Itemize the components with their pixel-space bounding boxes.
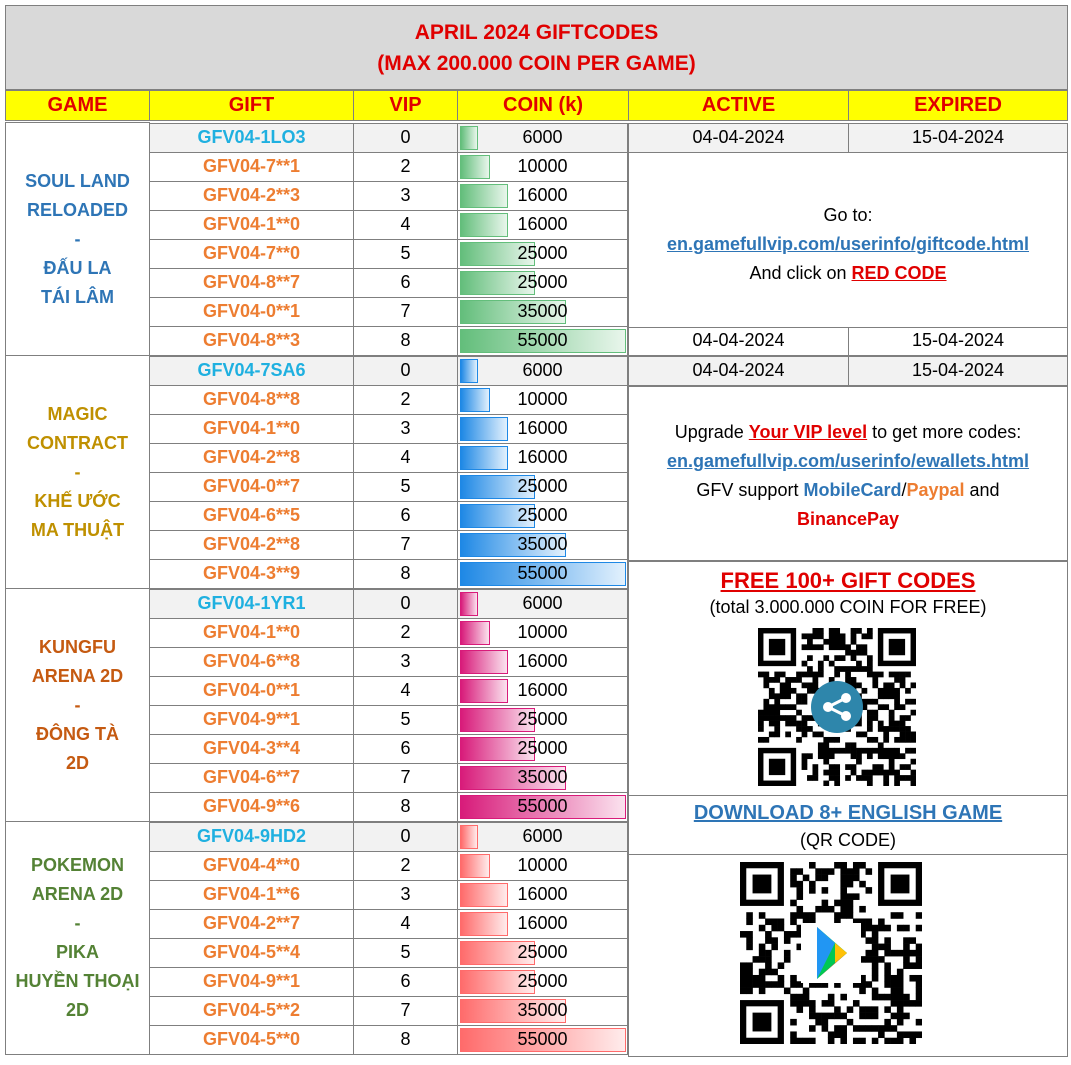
game-name-line: HUYỀN THOẠI: [15, 971, 140, 991]
and-label: and: [964, 480, 1000, 500]
gift-code-cell[interactable]: GFV04-2**7: [149, 909, 354, 939]
header-game: GAME: [5, 90, 150, 121]
coin-cell: [457, 268, 628, 298]
support-prefix: GFV support: [696, 480, 804, 500]
coin-value: 16000: [517, 680, 568, 700]
coin-value: 25000: [517, 243, 568, 263]
gift-code-cell[interactable]: GFV04-6**5: [149, 501, 354, 531]
coin-value: 55000: [517, 330, 568, 350]
upgrade-prefix: Upgrade: [674, 422, 749, 442]
vip-level-cell: 0: [353, 356, 458, 386]
vip-level-cell: 6: [353, 734, 458, 764]
gift-code-cell[interactable]: GFV04-2**8: [149, 530, 354, 560]
vip-level-cell: 0: [353, 589, 458, 619]
active-date-cell: 04-04-2024: [628, 123, 849, 153]
coin-cell: [457, 123, 628, 153]
vip-level-cell: 5: [353, 239, 458, 269]
gift-code-cell[interactable]: GFV04-3**9: [149, 559, 354, 589]
gift-code-cell[interactable]: GFV04-0**7: [149, 472, 354, 502]
coin-cell: [457, 385, 628, 415]
gift-code-cell[interactable]: GFV04-1**0: [149, 210, 354, 240]
gift-code-cell[interactable]: GFV04-7SA6: [149, 356, 354, 386]
gift-code-cell[interactable]: GFV04-8**7: [149, 268, 354, 298]
game-name-line: POKEMON: [30, 855, 124, 875]
title-line-2: (MAX 200.000 COIN PER GAME): [377, 52, 696, 75]
vip-level-cell: 5: [353, 472, 458, 502]
free-giftcodes-title[interactable]: FREE 100+ GIFT CODES: [720, 568, 976, 593]
giftcode-page-link[interactable]: en.gamefullvip.com/userinfo/giftcode.html: [666, 234, 1030, 254]
coin-cell: [457, 909, 628, 939]
game-name-line: MAGIC: [47, 403, 108, 424]
game-name-line: ARENA 2D: [31, 665, 124, 686]
coin-value: 55000: [517, 796, 568, 816]
game-name-line: 2D: [65, 752, 89, 773]
coin-cell: [457, 443, 628, 473]
giftcode-instructions-panel: [628, 152, 1068, 328]
coin-cell: [457, 414, 628, 444]
expired-date-cell: 15-04-2024: [848, 123, 1068, 153]
game-name-line: -: [74, 913, 81, 933]
coin-value: 25000: [517, 272, 568, 292]
coin-cell: [457, 705, 628, 735]
coin-cell: [457, 647, 628, 677]
vip-level-cell: 2: [353, 385, 458, 415]
coin-cell: [457, 880, 628, 910]
vip-level-cell: 7: [353, 297, 458, 327]
expired-date-cell: 15-04-2024: [848, 326, 1068, 356]
gift-code-cell[interactable]: GFV04-7**1: [149, 152, 354, 182]
coin-value: 16000: [517, 185, 568, 205]
vip-level-cell: 4: [353, 909, 458, 939]
gift-code-cell[interactable]: GFV04-8**3: [149, 326, 354, 356]
header-coin: COIN (k): [457, 90, 629, 121]
paypal-label: Paypal: [906, 480, 965, 500]
coin-value: 6000: [522, 593, 563, 613]
gift-code-cell[interactable]: GFV04-5**4: [149, 938, 354, 968]
coin-cell: [457, 210, 628, 240]
mobilecard-label: MobileCard: [803, 480, 902, 500]
expired-date-cell: 15-04-2024: [848, 356, 1068, 386]
coin-cell: [457, 181, 628, 211]
header-expired: EXPIRED: [848, 90, 1068, 121]
free-giftcodes-qr-code[interactable]: [758, 628, 916, 786]
gift-code-cell[interactable]: GFV04-9HD2: [149, 822, 354, 852]
upgrade-suffix: to get more codes:: [867, 422, 1022, 442]
game-name-line: MA THUẬT: [30, 519, 125, 540]
game-name-line: -: [74, 694, 81, 715]
gift-code-cell[interactable]: GFV04-3**4: [149, 734, 354, 764]
game-name-cell: [5, 355, 150, 589]
red-code-link[interactable]: RED CODE: [851, 263, 947, 283]
gift-code-cell[interactable]: GFV04-0**1: [149, 297, 354, 327]
coin-value: 16000: [517, 214, 568, 234]
vip-level-cell: 5: [353, 938, 458, 968]
coin-cell: [457, 152, 628, 182]
vip-level-cell: 8: [353, 1025, 458, 1055]
game-name-line: ĐẤU LA: [43, 257, 112, 278]
vip-level-cell: 0: [353, 123, 458, 153]
vip-level-cell: 4: [353, 210, 458, 240]
vip-level-cell: 0: [353, 822, 458, 852]
vip-level-cell: 3: [353, 181, 458, 211]
game-name-line: CONTRACT: [27, 432, 128, 453]
vip-level-cell: 6: [353, 501, 458, 531]
gift-code-cell[interactable]: GFV04-9**1: [149, 705, 354, 735]
game-name-line: KHẾ ƯỚC: [34, 490, 121, 511]
vip-level-cell: 7: [353, 996, 458, 1026]
coin-value: 25000: [517, 971, 568, 991]
gift-code-cell[interactable]: GFV04-0**1: [149, 676, 354, 706]
coin-value: 16000: [517, 913, 568, 933]
vip-level-cell: 4: [353, 443, 458, 473]
coin-cell: [457, 530, 628, 560]
download-games-link[interactable]: DOWNLOAD 8+ ENGLISH GAME: [693, 802, 1003, 824]
coin-cell: [457, 589, 628, 619]
vip-level-cell: 2: [353, 618, 458, 648]
gift-code-cell[interactable]: GFV04-1**0: [149, 414, 354, 444]
gift-code-cell[interactable]: GFV04-1LO3: [149, 123, 354, 153]
coin-cell: [457, 1025, 628, 1055]
coin-cell: [457, 996, 628, 1026]
vip-level-cell: 5: [353, 705, 458, 735]
coin-value: 25000: [517, 476, 568, 496]
coin-cell: [457, 792, 628, 822]
coin-value: 25000: [517, 505, 568, 525]
coin-value: 25000: [517, 709, 568, 729]
vip-level-cell: 7: [353, 763, 458, 793]
header-gift: GIFT: [149, 90, 354, 121]
gift-code-cell[interactable]: GFV04-7**0: [149, 239, 354, 269]
coin-cell: [457, 676, 628, 706]
gift-code-cell[interactable]: GFV04-8**8: [149, 385, 354, 415]
binancepay-label: BinancePay: [796, 509, 900, 529]
coin-value: 16000: [517, 418, 568, 438]
coin-value: 55000: [517, 1029, 568, 1049]
header-vip: VIP: [353, 90, 458, 121]
gift-code-cell[interactable]: GFV04-2**8: [149, 443, 354, 473]
vip-level-cell: 4: [353, 676, 458, 706]
coin-cell: [457, 297, 628, 327]
coin-cell: [457, 356, 628, 386]
game-name-cell: [5, 122, 150, 356]
ewallets-page-link[interactable]: en.gamefullvip.com/userinfo/ewallets.html: [666, 451, 1030, 471]
vip-level-cell: 8: [353, 326, 458, 356]
vip-level-cell: 8: [353, 559, 458, 589]
coin-cell: [457, 472, 628, 502]
coin-cell: [457, 938, 628, 968]
coin-value: 6000: [522, 360, 563, 380]
coin-value: 6000: [522, 826, 563, 846]
game-name-line: KUNGFU: [39, 636, 116, 657]
coin-cell: [457, 734, 628, 764]
gift-code-cell[interactable]: GFV04-9**1: [149, 967, 354, 997]
coin-value: 6000: [522, 127, 563, 147]
vip-level-cell: 3: [353, 414, 458, 444]
click-on-label: And click on: [749, 263, 852, 283]
game-name-line: PIKA: [55, 942, 99, 962]
header-active: ACTIVE: [628, 90, 849, 121]
coin-cell: [457, 967, 628, 997]
gift-code-cell[interactable]: GFV04-9**6: [149, 792, 354, 822]
coin-value: 25000: [517, 738, 568, 758]
gift-code-cell[interactable]: GFV04-1YR1: [149, 589, 354, 619]
coin-value: 10000: [517, 389, 568, 409]
coin-cell: [457, 239, 628, 269]
coin-cell: [457, 763, 628, 793]
goto-label: Go to:: [823, 205, 873, 225]
coin-value: 35000: [517, 1000, 568, 1020]
gift-code-cell[interactable]: GFV04-6**7: [149, 763, 354, 793]
game-name-cell: [5, 588, 150, 822]
coin-cell: [457, 822, 628, 852]
vip-level-cell: 6: [353, 268, 458, 298]
active-date-cell: 04-04-2024: [628, 326, 849, 356]
coin-cell: [457, 618, 628, 648]
game-name-line: -: [74, 228, 81, 249]
gift-code-cell[interactable]: GFV04-5**0: [149, 1025, 354, 1055]
game-name-line: -: [74, 461, 81, 482]
coin-cell: [457, 559, 628, 589]
vip-upgrade-panel: [628, 386, 1068, 561]
vip-level-cell: 3: [353, 880, 458, 910]
gift-code-cell[interactable]: GFV04-5**2: [149, 996, 354, 1026]
slash-separator: /: [901, 480, 907, 500]
game-name-line: RELOADED: [26, 199, 128, 220]
coin-cell: [457, 326, 628, 356]
qr-code-label: (QR CODE): [800, 830, 896, 850]
coin-value: 16000: [517, 884, 568, 904]
vip-level-cell: 3: [353, 647, 458, 677]
coin-value: 35000: [517, 534, 568, 554]
game-name-cell: [5, 821, 150, 1055]
vip-level-cell: 2: [353, 152, 458, 182]
game-name-line: SOUL LAND: [25, 170, 130, 191]
vip-level-cell: 6: [353, 967, 458, 997]
game-name-line: 2D: [65, 1000, 89, 1020]
active-date-cell: 04-04-2024: [628, 356, 849, 386]
coin-cell: [457, 501, 628, 531]
coin-cell: [457, 851, 628, 881]
vip-level-cell: 8: [353, 792, 458, 822]
vip-level-cell: 7: [353, 530, 458, 560]
vip-level-cell: 2: [353, 851, 458, 881]
gift-code-cell[interactable]: GFV04-6**8: [149, 647, 354, 677]
gift-code-cell[interactable]: GFV04-2**3: [149, 181, 354, 211]
coin-value: 35000: [517, 767, 568, 787]
coin-value: 10000: [517, 622, 568, 642]
title-line-1: APRIL 2024 GIFTCODES: [414, 21, 659, 44]
sheet-title: [5, 5, 1068, 90]
coin-value: 16000: [517, 447, 568, 467]
gift-code-cell[interactable]: GFV04-4**0: [149, 851, 354, 881]
download-panel: [628, 795, 1068, 855]
free-giftcodes-subtitle: (total 3.000.000 COIN FOR FREE): [709, 597, 987, 617]
coin-value: 10000: [517, 156, 568, 176]
coin-value: 55000: [517, 563, 568, 583]
game-name-line: ĐÔNG TÀ: [36, 723, 119, 744]
gift-code-cell[interactable]: GFV04-1**0: [149, 618, 354, 648]
game-name-line: TÁI LÂM: [41, 286, 114, 307]
download-qr-code[interactable]: [740, 862, 922, 1044]
vip-level-link[interactable]: Your VIP level: [748, 422, 868, 442]
game-name-line: ARENA 2D: [31, 884, 124, 904]
coin-value: 25000: [517, 942, 568, 962]
gift-code-cell[interactable]: GFV04-1**6: [149, 880, 354, 910]
coin-value: 10000: [517, 855, 568, 875]
coin-value: 35000: [517, 301, 568, 321]
coin-value: 16000: [517, 651, 568, 671]
